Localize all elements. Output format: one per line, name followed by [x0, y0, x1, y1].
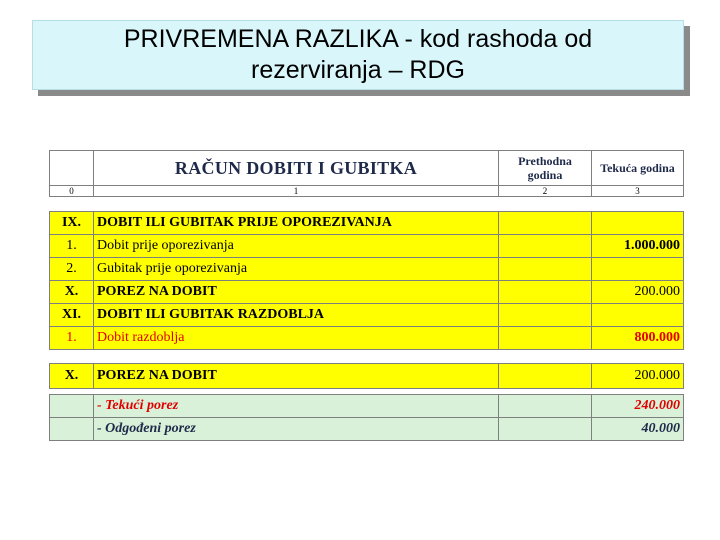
table-row	[50, 364, 684, 389]
row-prev-value	[499, 304, 592, 327]
row-number: 2.	[50, 258, 94, 281]
row-prev-value	[499, 395, 592, 418]
table-row	[50, 304, 684, 327]
col-number-0: 0	[50, 186, 94, 197]
row-number: 1.	[50, 327, 94, 350]
row-prev-value	[499, 212, 592, 235]
tax-breakdown-table	[49, 363, 684, 441]
income-statement-body	[49, 211, 684, 350]
col-number-1: 1	[94, 186, 499, 197]
row-label: - Tekući porez	[94, 395, 499, 418]
row-curr-value: 40.000	[592, 418, 684, 441]
row-label: POREZ NA DOBIT	[94, 364, 499, 389]
table-row	[50, 235, 684, 258]
statement-title: RAČUN DOBITI I GUBITKA	[94, 151, 499, 186]
row-label: Dobit prije oporezivanja	[94, 235, 499, 258]
table-row	[50, 281, 684, 304]
title-line-2: rezerviranja – RDG	[251, 56, 465, 84]
row-label: Dobit razdoblja	[94, 327, 499, 350]
row-label: DOBIT ILI GUBITAK PRIJE OPOREZIVANJA	[94, 212, 499, 235]
prev-year-header: Prethodna godina	[499, 151, 592, 186]
row-curr-value	[592, 304, 684, 327]
row-number: XI.	[50, 304, 94, 327]
table-row	[50, 418, 684, 441]
row-prev-value	[499, 235, 592, 258]
col-number-2: 2	[499, 186, 592, 197]
row-label: POREZ NA DOBIT	[94, 281, 499, 304]
col-number-3: 3	[592, 186, 684, 197]
row-number: 1.	[50, 235, 94, 258]
curr-year-header: Tekuća godina	[592, 151, 684, 186]
income-statement-header	[49, 150, 684, 197]
table-row	[50, 258, 684, 281]
row-curr-value	[592, 212, 684, 235]
title-line-1: PRIVREMENA RAZLIKA - kod rashoda od	[123, 25, 593, 53]
row-curr-value: 800.000	[592, 327, 684, 350]
row-number: X.	[50, 281, 94, 304]
slide-title	[32, 20, 684, 90]
row-number	[50, 395, 94, 418]
row-prev-value	[499, 281, 592, 304]
row-number: X.	[50, 364, 94, 389]
row-curr-value: 200.000	[592, 281, 684, 304]
row-label: Gubitak prije oporezivanja	[94, 258, 499, 281]
header-empty-cell	[50, 151, 94, 186]
table-row	[50, 395, 684, 418]
row-prev-value	[499, 364, 592, 389]
row-prev-value	[499, 418, 592, 441]
table-row	[50, 212, 684, 235]
row-curr-value: 1.000.000	[592, 235, 684, 258]
row-curr-value: 240.000	[592, 395, 684, 418]
row-curr-value: 200.000	[592, 364, 684, 389]
row-number	[50, 418, 94, 441]
row-number: IX.	[50, 212, 94, 235]
row-prev-value	[499, 327, 592, 350]
row-prev-value	[499, 258, 592, 281]
table-row	[50, 327, 684, 350]
row-label: - Odgođeni porez	[94, 418, 499, 441]
row-curr-value	[592, 258, 684, 281]
row-label: DOBIT ILI GUBITAK RAZDOBLJA	[94, 304, 499, 327]
